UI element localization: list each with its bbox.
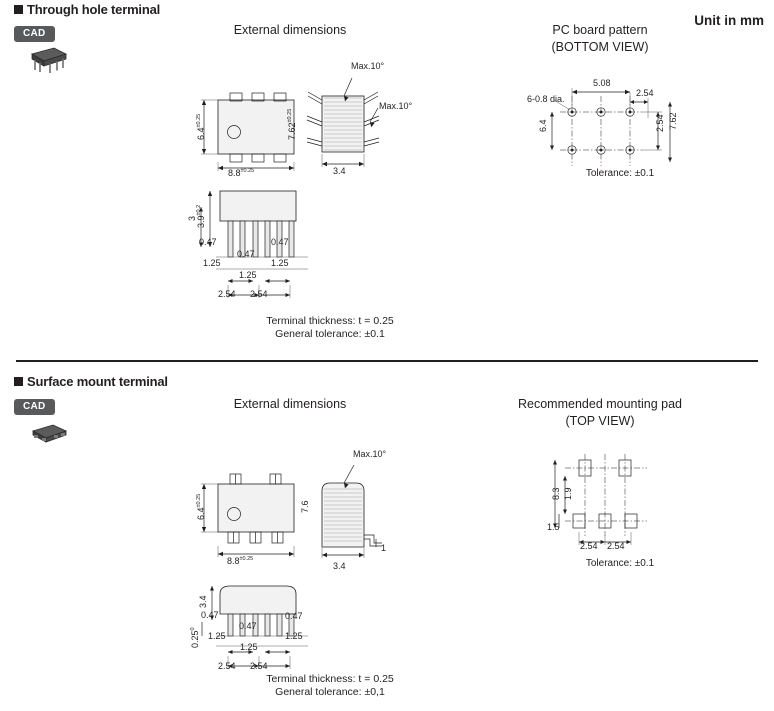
dim-span-b-2: 2.54	[250, 661, 268, 671]
bullet-square-icon-2	[14, 377, 23, 386]
dim-max-angle-1b: Max.10°	[379, 101, 413, 111]
cad-badge-through-hole[interactable]: CAD	[14, 23, 55, 42]
dim-bottom-thickness-2: 0.25$^0$	[190, 627, 200, 648]
dim-pitch-c-1: 1.25	[271, 258, 289, 268]
dim-pitch-c-2: 1.25	[285, 631, 303, 641]
package-thumbnail-through-hole	[24, 44, 70, 76]
dim-max-angle-1a: Max.10°	[351, 61, 385, 71]
dim-side-depth-2: 7.6	[300, 500, 310, 513]
dim-top-view-width-2: $8.8^{\pm 0.25}$	[227, 556, 254, 566]
dim-pin-width-right-2: 0.47	[285, 611, 303, 621]
col-title-pc-board-pattern: PC board pattern (BOTTOM VIEW)	[551, 23, 649, 54]
dim-pin-min-1: 3	[187, 215, 197, 221]
dim-side-width-1: 3.4	[333, 166, 346, 176]
dim-pad-right-outer: 7.62	[668, 112, 678, 130]
dim-pad-right-top: 2.54	[636, 88, 654, 98]
dim-pin-width-mid-2: 0.47	[239, 621, 257, 631]
drawing-side-view-surface-mount	[304, 455, 414, 565]
notes-surface-mount: Terminal thickness: t = 0.25 General tolerance: ±0,1	[266, 673, 394, 698]
drawing-top-view-surface-mount	[196, 462, 316, 562]
col-title-external-dimensions-2: External dimensions	[233, 397, 347, 411]
dim-pin-width-right-1: 0.47	[271, 237, 289, 247]
dim-pad-small: 1.5	[547, 522, 560, 532]
dim-pad-v-inner: 1.9	[563, 487, 573, 500]
dim-pitch-b-1: 1.25	[239, 270, 257, 280]
section-title-through-hole: Through hole terminal	[14, 2, 160, 17]
drawing-mounting-pad-surface-mount	[535, 448, 695, 553]
tolerance-note-1: Tolerance: ±0.1	[585, 168, 655, 179]
notes-through-hole: Terminal thickness: t = 0.25 General tolerance: ±0.1	[266, 315, 394, 340]
dim-span-a-1: 2.54	[218, 289, 236, 299]
dim-span-a-2: 2.54	[218, 661, 236, 671]
drawing-side-view-through-hole	[304, 72, 414, 177]
dim-pad-hole-count: 6-0.8 dia.	[527, 94, 565, 104]
dim-pin-height-1: $3.9^{\pm 0.2}$	[196, 204, 206, 228]
dim-side-width-2: 3.4	[333, 561, 346, 571]
dim-pad-right-inner: 2.54	[655, 114, 665, 132]
col-title-mounting-pad: Recommended mounting pad (TOP VIEW)	[518, 397, 682, 428]
dim-side-depth-1: $7.62^{\pm 0.25}$	[287, 108, 297, 140]
section-divider	[16, 360, 758, 362]
dim-side-foot-2: 1	[381, 543, 387, 553]
drawing-top-view-through-hole	[196, 84, 316, 174]
dim-pitch-a-2: 1.25	[208, 631, 226, 641]
dim-pad-top: 5.08	[593, 78, 611, 88]
cad-badge-surface-mount[interactable]: CAD	[14, 396, 55, 415]
tolerance-note-2: Tolerance: ±0.1	[585, 558, 655, 569]
dim-span-b-1: 2.54	[250, 289, 268, 299]
dim-top-view-height-1: $6.4^{\pm 0.25}$	[196, 113, 206, 140]
dim-pad-left-height: 6.4	[538, 119, 548, 132]
dim-pad-span-b: 2.54	[607, 541, 625, 551]
dim-top-view-height-2: $6.4^{\pm 0.25}$	[196, 493, 206, 520]
bullet-square-icon	[14, 5, 23, 14]
dim-pitch-b-2: 1.25	[240, 642, 258, 652]
dim-pad-v-outer: 8.3	[551, 487, 561, 500]
unit-note: Unit in mm	[694, 13, 764, 28]
dim-bottom-height-2: 3.4	[198, 595, 208, 608]
dim-pin-width-left-2: 0.47	[201, 610, 219, 620]
dim-pin-width-left-1: 0.47	[199, 237, 217, 247]
dim-pitch-a-1: 1.25	[203, 258, 221, 268]
dim-max-angle-2a: Max.10°	[353, 449, 387, 459]
dim-pad-span-a: 2.54	[580, 541, 598, 551]
package-thumbnail-surface-mount	[24, 418, 70, 450]
col-title-external-dimensions-1: External dimensions	[233, 23, 347, 37]
section-title-surface-mount: Surface mount terminal	[14, 374, 168, 389]
dim-top-view-width-1: $8.8^{\pm 0.25}$	[228, 168, 255, 178]
dim-pin-width-mid-1: 0.47	[237, 249, 255, 259]
